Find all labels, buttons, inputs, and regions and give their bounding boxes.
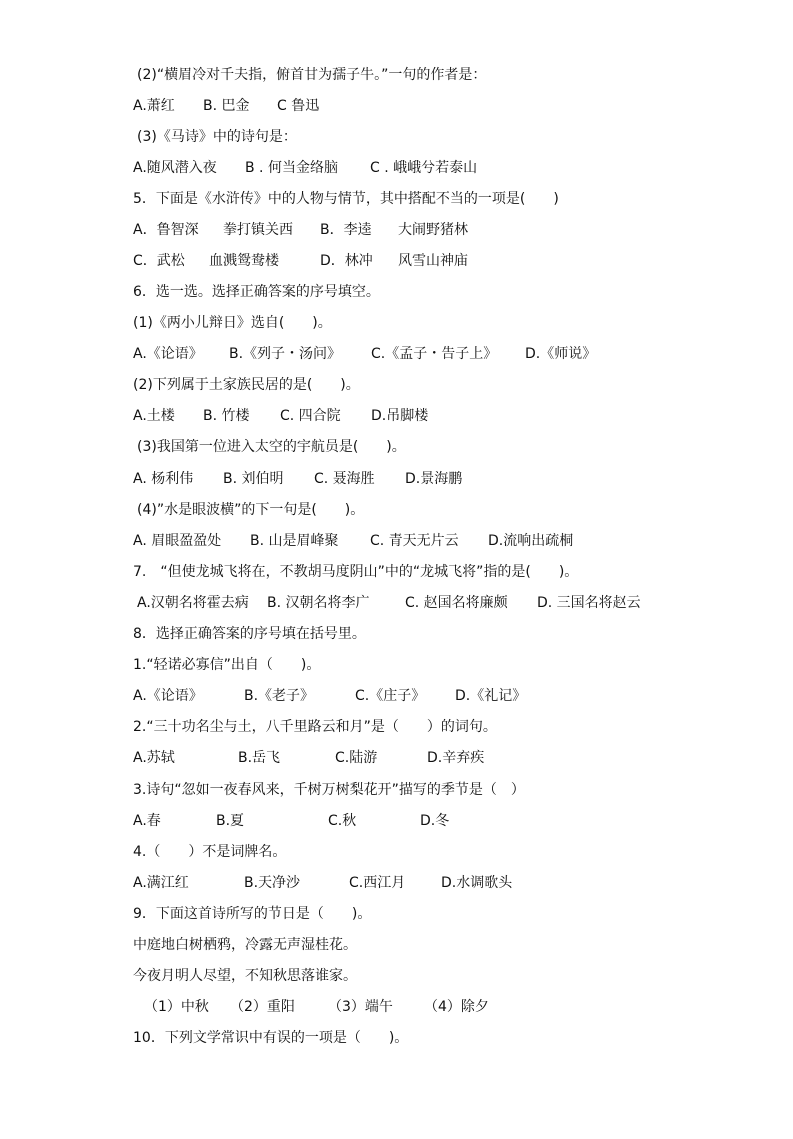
option-text: B.岳飞 — [238, 750, 281, 766]
option-text: （2）重阳 — [230, 999, 295, 1015]
question-line — [0, 280, 793, 304]
option-text: D.流响出疏桐 — [488, 533, 574, 549]
option-text: B.夏 — [216, 813, 245, 829]
question-text: 7. “但使龙城飞将在，不教胡马度阴山”中的“龙城飞将”指的是( )。 — [133, 564, 579, 580]
option-text: A.随风潜入夜 — [133, 160, 217, 176]
question-line — [0, 498, 793, 522]
option-text: D.吊脚楼 — [371, 408, 429, 424]
option-text: A.《论语》 — [133, 688, 203, 704]
option-text: C.西江月 — [349, 875, 406, 891]
question-line — [0, 187, 793, 211]
option-text: （1）中秋 — [144, 999, 209, 1015]
option-text: （3）端午 — [328, 999, 393, 1015]
question-line — [0, 435, 793, 459]
option-text: A.满江红 — [133, 875, 189, 891]
option-text: B . 何当金络脑 — [245, 160, 338, 176]
option-text: D.《师说》 — [525, 346, 597, 362]
question-line — [0, 63, 793, 87]
option-text: C．武松 — [133, 253, 185, 269]
option-text: A. 杨利伟 — [133, 471, 194, 487]
question-line — [0, 311, 793, 335]
option-text: C. 聂海胜 — [314, 471, 375, 487]
option-text: C . 峨峨兮若泰山 — [370, 160, 478, 176]
option-text: C. 四合院 — [280, 408, 341, 424]
question-text: 9．下面这首诗所写的节日是（ )。 — [133, 906, 372, 922]
option-text: A.苏轼 — [133, 750, 175, 766]
option-text: C.陆游 — [335, 750, 378, 766]
option-line — [0, 684, 793, 708]
option-text: D. 三国名将赵云 — [537, 595, 641, 611]
option-text: C. 赵国名将廉颇 — [405, 595, 508, 611]
option-text: A.土楼 — [133, 408, 175, 424]
question-text: 10．下列文学常识中有误的一项是（ )。 — [133, 1030, 409, 1046]
option-line — [0, 809, 793, 833]
option-text: C.《孟子・告子上》 — [371, 346, 498, 362]
option-text: （4）除夕 — [424, 999, 489, 1015]
option-text: B. 山是眉峰聚 — [250, 533, 339, 549]
option-line — [0, 871, 793, 895]
option-text: A. 眉眼盈盈处 — [133, 533, 222, 549]
question-text: 5．下面是《水浒传》中的人物与情节，其中搭配不当的一项是( ) — [133, 191, 559, 207]
question-text: 8．选择正确答案的序号填在括号里。 — [133, 626, 366, 642]
poem-line — [0, 964, 793, 988]
question-text: (2)“横眉冷对千夫指，俯首甘为孺子牛。”一句的作者是： — [137, 67, 487, 83]
question-text: (2)下列属于土家族民居的是( )。 — [133, 377, 360, 393]
question-line — [0, 778, 793, 802]
question-line — [0, 1026, 793, 1050]
option-text: B. 竹楼 — [203, 408, 250, 424]
option-text: A.春 — [133, 813, 161, 829]
option-text: B.天净沙 — [244, 875, 301, 891]
option-text: C.秋 — [328, 813, 357, 829]
option-text: A.《论语》 — [133, 346, 203, 362]
question-line — [0, 840, 793, 864]
question-line — [0, 653, 793, 677]
option-text: B. 汉朝名将李广 — [267, 595, 370, 611]
option-text: A．鲁智深 — [133, 222, 199, 238]
question-line — [0, 125, 793, 149]
option-text: D.水调歌头 — [441, 875, 513, 891]
question-line — [0, 560, 793, 584]
option-line — [0, 218, 793, 242]
question-line — [0, 622, 793, 646]
option-text: C 鲁迅 — [277, 98, 320, 114]
question-text: 4.（ ）不是词牌名。 — [133, 844, 287, 860]
poem-text: 中庭地白树栖鸦，冷露无声湿桂花。 — [133, 937, 357, 953]
question-text: (1)《两小儿辩日》选自( )。 — [133, 315, 332, 331]
option-text: B.《列子・汤问》 — [229, 346, 342, 362]
question-line — [0, 715, 793, 739]
poem-text: 今夜月明人尽望，不知秋思落谁家。 — [133, 968, 357, 984]
option-text: D.景海鹏 — [405, 471, 463, 487]
option-text: 大闹野猪林 — [398, 222, 468, 238]
option-line — [0, 995, 793, 1019]
question-text: 1.“轻诺必寡信”出自（ )。 — [133, 657, 321, 673]
option-text: A.汉朝名将霍去病 — [137, 595, 249, 611]
option-text: B. 巴金 — [203, 98, 250, 114]
option-line — [0, 529, 793, 553]
option-text: 风雪山神庙 — [398, 253, 468, 269]
question-text: (3)我国第一位进入太空的宇航员是( )。 — [137, 439, 406, 455]
option-text: D.辛弃疾 — [427, 750, 485, 766]
option-line — [0, 746, 793, 770]
option-line — [0, 342, 793, 366]
option-text: 血溅鸳鸯楼 — [209, 253, 279, 269]
question-text: (3)《马诗》中的诗句是： — [137, 129, 297, 145]
question-text: 2.“三十功名尘与土，八千里路云和月”是（ ）的词句。 — [133, 719, 497, 735]
option-text: C.《庄子》 — [355, 688, 426, 704]
question-text: (4)”水是眼波横”的下一句是( )。 — [137, 502, 365, 518]
question-line — [0, 373, 793, 397]
option-text: A.萧红 — [133, 98, 175, 114]
question-text: 3.诗句“忽如一夜春风来，千树万树梨花开”描写的季节是（ ） — [133, 782, 525, 798]
question-line — [0, 902, 793, 926]
option-line — [0, 404, 793, 428]
poem-line — [0, 933, 793, 957]
option-text: 拳打镇关西 — [223, 222, 293, 238]
option-line — [0, 156, 793, 180]
option-text: B. 刘伯明 — [223, 471, 284, 487]
option-line — [0, 591, 793, 615]
option-text: C. 青天无片云 — [370, 533, 459, 549]
option-text: D.《礼记》 — [455, 688, 527, 704]
option-text: D．林冲 — [320, 253, 373, 269]
option-line — [0, 249, 793, 273]
option-text: D.冬 — [420, 813, 450, 829]
option-line — [0, 467, 793, 491]
question-text: 6．选一选。选择正确答案的序号填空。 — [133, 284, 380, 300]
option-text: B．李逵 — [320, 222, 372, 238]
option-text: B.《老子》 — [244, 688, 315, 704]
option-line — [0, 94, 793, 118]
